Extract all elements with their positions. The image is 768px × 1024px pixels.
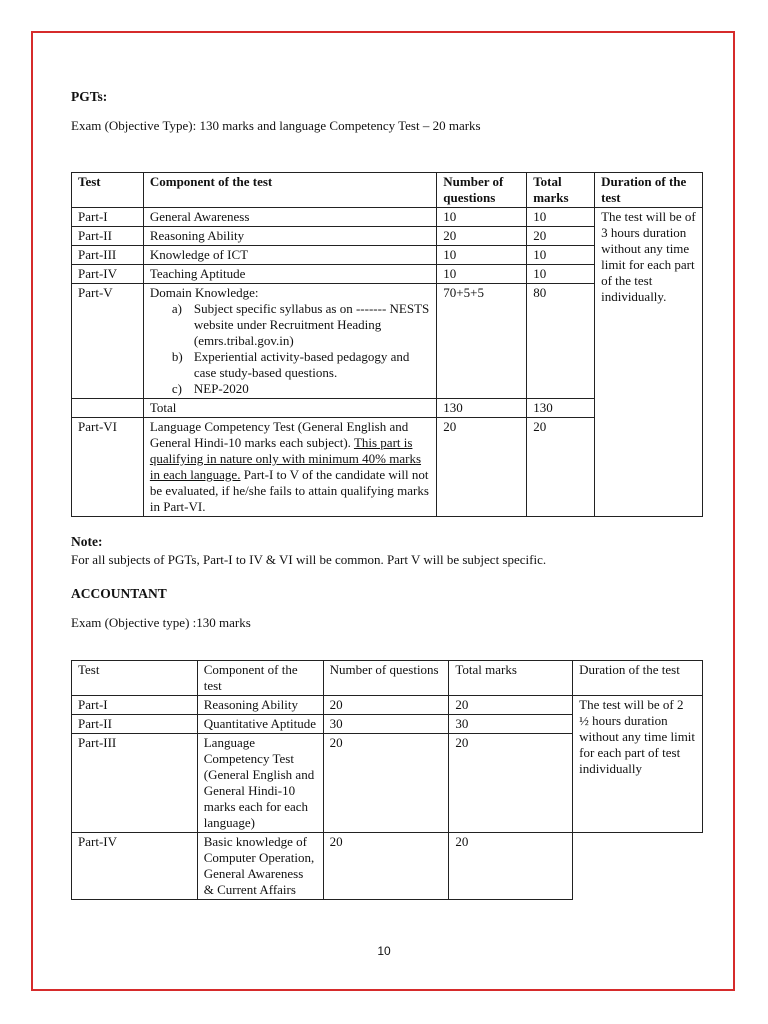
- cell-questions: 30: [323, 715, 449, 734]
- cell-marks: 130: [527, 399, 595, 418]
- note-text: For all subjects of PGTs, Part-I to IV & VI will be common. Part V will be subject specific.: [71, 552, 547, 567]
- cell-questions: 10: [437, 265, 527, 284]
- header-component: Component of the test: [143, 173, 436, 208]
- cell-marks: 20: [527, 227, 595, 246]
- cell-questions: 20: [437, 418, 527, 517]
- list-item: NEP-2020: [193, 381, 249, 396]
- table-row: [72, 833, 703, 900]
- cell-test: Part-II: [72, 227, 144, 246]
- cell-component-domain: [143, 284, 436, 399]
- cell-test: Part-III: [72, 734, 198, 833]
- header-marks: Total marks: [527, 173, 595, 208]
- cell-marks: 20: [527, 418, 595, 517]
- part6-text-underlined: This part is qualifying in nature only with minimum 40% marks in each language.: [149, 435, 422, 482]
- cell-test: Part-IV: [72, 833, 198, 900]
- pgt-table: [71, 172, 703, 517]
- cell-questions: 70+5+5: [437, 284, 527, 399]
- cell-component-language: [143, 418, 436, 517]
- cell-test: Part-V: [72, 284, 144, 399]
- cell-test: Part-I: [72, 696, 198, 715]
- cell-component: Teaching Aptitude: [143, 265, 436, 284]
- cell-component: Language Competency Test (General English and General Hindi-10 marks each for each language): [197, 734, 323, 833]
- part6-text-b: Part-I to V of the candidate will not be evaluated, if he/she fails to attain qualifying marks in Part-VI.: [149, 467, 429, 514]
- accountant-exam-line: Exam (Objective type) :130 marks: [71, 615, 251, 630]
- cell-component: Reasoning Ability: [197, 696, 323, 715]
- accountant-heading: ACCOUNTANT: [71, 586, 167, 601]
- cell-component: General Awareness: [143, 208, 436, 227]
- table-header-row: [72, 661, 703, 696]
- cell-test: Part-III: [72, 246, 144, 265]
- cell-marks: 20: [449, 696, 573, 715]
- header-marks: Total marks: [449, 661, 573, 696]
- note-heading: Note:: [71, 534, 103, 549]
- table-header-row: [72, 173, 703, 208]
- cell-questions: 10: [437, 246, 527, 265]
- table-row: [72, 696, 703, 715]
- cell-test: Part-I: [72, 208, 144, 227]
- cell-marks: 80: [527, 284, 595, 399]
- list-item: Subject specific syllabus as on ------- NESTS website under Recruitment Heading (emrs.tribal.gov.in): [193, 301, 430, 348]
- cell-component: Knowledge of ICT: [143, 246, 436, 265]
- cell-component: Quantitative Aptitude: [197, 715, 323, 734]
- header-duration: Duration of the test: [573, 661, 703, 696]
- cell-marks: 10: [527, 265, 595, 284]
- cell-questions: 10: [437, 208, 527, 227]
- part6-text-a: Language Competency Test (General English and General Hindi-10 marks each subject).: [149, 419, 409, 450]
- accountant-table: [71, 660, 703, 900]
- header-test: Test: [72, 661, 198, 696]
- pgt-exam-line: Exam (Objective Type): 130 marks and language Competency Test – 20 marks: [71, 118, 481, 133]
- cell-questions: 20: [323, 734, 449, 833]
- domain-list: [150, 301, 430, 397]
- pgt-heading: PGTs:: [71, 89, 108, 104]
- cell-test: Part-II: [72, 715, 198, 734]
- cell-total-label: Total: [143, 399, 436, 418]
- cell-marks: 30: [449, 715, 573, 734]
- cell-empty: [573, 833, 703, 900]
- cell-component: Reasoning Ability: [143, 227, 436, 246]
- list-item: Experiential activity-based pedagogy and case study-based questions.: [193, 349, 410, 380]
- cell-marks: 20: [449, 734, 573, 833]
- cell-marks: 20: [449, 833, 573, 900]
- header-questions: Number of questions: [323, 661, 449, 696]
- cell-questions: 130: [437, 399, 527, 418]
- cell-questions: 20: [437, 227, 527, 246]
- cell-marks: 10: [527, 208, 595, 227]
- cell-empty: [72, 399, 144, 418]
- cell-questions: 20: [323, 696, 449, 715]
- header-duration: Duration of the test: [595, 173, 703, 208]
- cell-duration: The test will be of 2 ½ hours duration without any time limit for each part of test individually: [573, 696, 703, 833]
- cell-test: Part-IV: [72, 265, 144, 284]
- header-component: Component of the test: [197, 661, 323, 696]
- page-number: 10: [377, 944, 391, 958]
- header-test: Test: [72, 173, 144, 208]
- cell-component: Basic knowledge of Computer Operation, General Awareness & Current Affairs: [197, 833, 323, 900]
- cell-test: Part-VI: [72, 418, 144, 517]
- table-row: [72, 208, 703, 227]
- cell-duration: The test will be of 3 hours duration without any time limit for each part of the test individually.: [595, 208, 703, 517]
- cell-questions: 20: [323, 833, 449, 900]
- header-questions: Number of questions: [437, 173, 527, 208]
- cell-marks: 10: [527, 246, 595, 265]
- domain-title: Domain Knowledge:: [149, 285, 259, 300]
